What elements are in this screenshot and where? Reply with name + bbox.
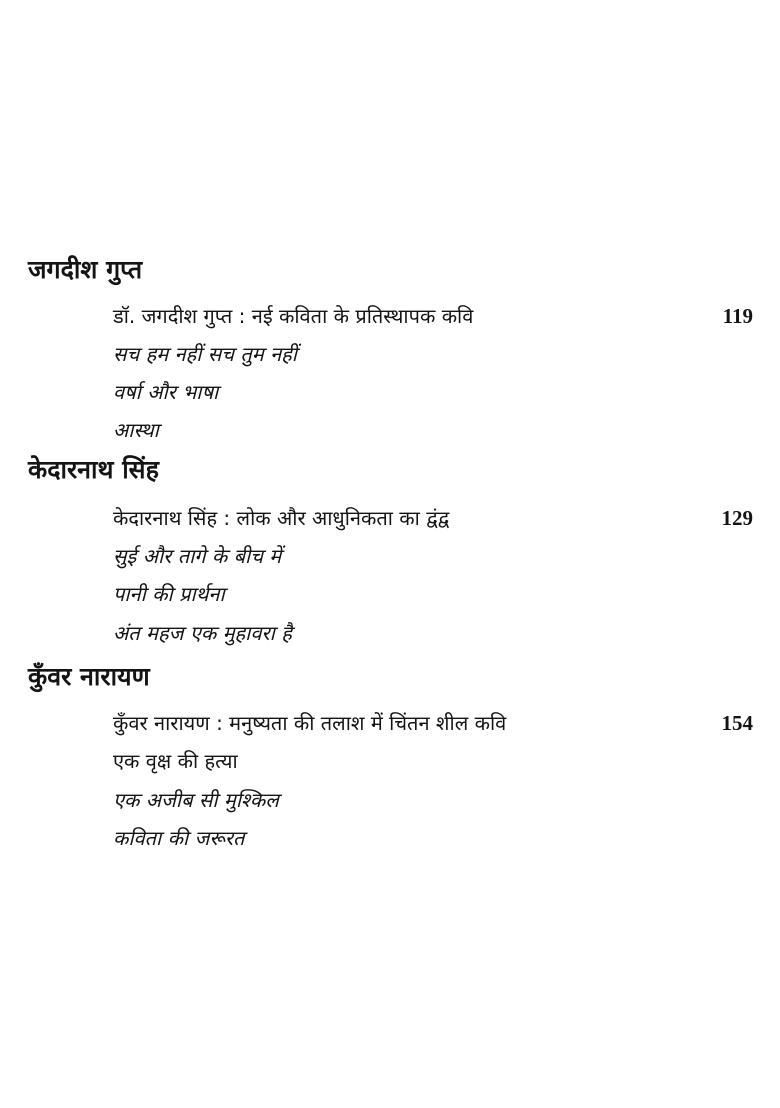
toc-entry-essay[interactable] [113,300,753,332]
poem-title: एक अजीब सी मुश्किल [113,788,279,812]
toc-entry-poem[interactable] [113,745,753,777]
toc-entry-poem[interactable] [113,540,753,572]
poem-title: आस्था [113,418,159,442]
toc-entry-poem[interactable] [113,822,753,854]
page-number: 129 [721,506,753,530]
essay-title: केदारनाथ सिंह : लोक और आधुनिकता का द्वंद्व [113,506,450,530]
toc-entry-essay[interactable] [113,707,753,739]
poem-title: अंत महज एक मुहावरा है [113,621,292,645]
page-number: 119 [722,304,753,328]
toc-entry-poem[interactable] [113,578,753,610]
poem-title: सुई और तागे के बीच में [113,544,282,568]
toc-entry-essay[interactable] [113,502,753,534]
section-author-heading: कुँवर नारायण [28,662,150,691]
poem-title: एक वृक्ष की हत्या [113,749,238,773]
page-number: 154 [721,711,753,735]
poem-title: वर्षा और भाषा [113,380,219,404]
poem-title: सच हम नहीं सच तुम नहीं [113,342,297,366]
essay-title: कुँवर नारायण : मनुष्यता की तलाश में चिंतन शील कवि [113,711,507,735]
section-author-heading: जगदीश गुप्त [28,255,143,284]
toc-entry-poem[interactable] [113,784,753,816]
poem-title: कविता की जरूरत [113,826,245,850]
essay-title: डॉ. जगदीश गुप्त : नई कविता के प्रतिस्थापक कवि [113,304,474,328]
toc-entry-poem[interactable] [113,338,753,370]
section-author-heading: केदारनाथ सिंह [28,455,159,484]
toc-entry-poem[interactable] [113,414,753,446]
poem-title: पानी की प्रार्थना [113,582,225,606]
toc-entry-poem[interactable] [113,376,753,408]
toc-entry-poem[interactable] [113,617,753,649]
